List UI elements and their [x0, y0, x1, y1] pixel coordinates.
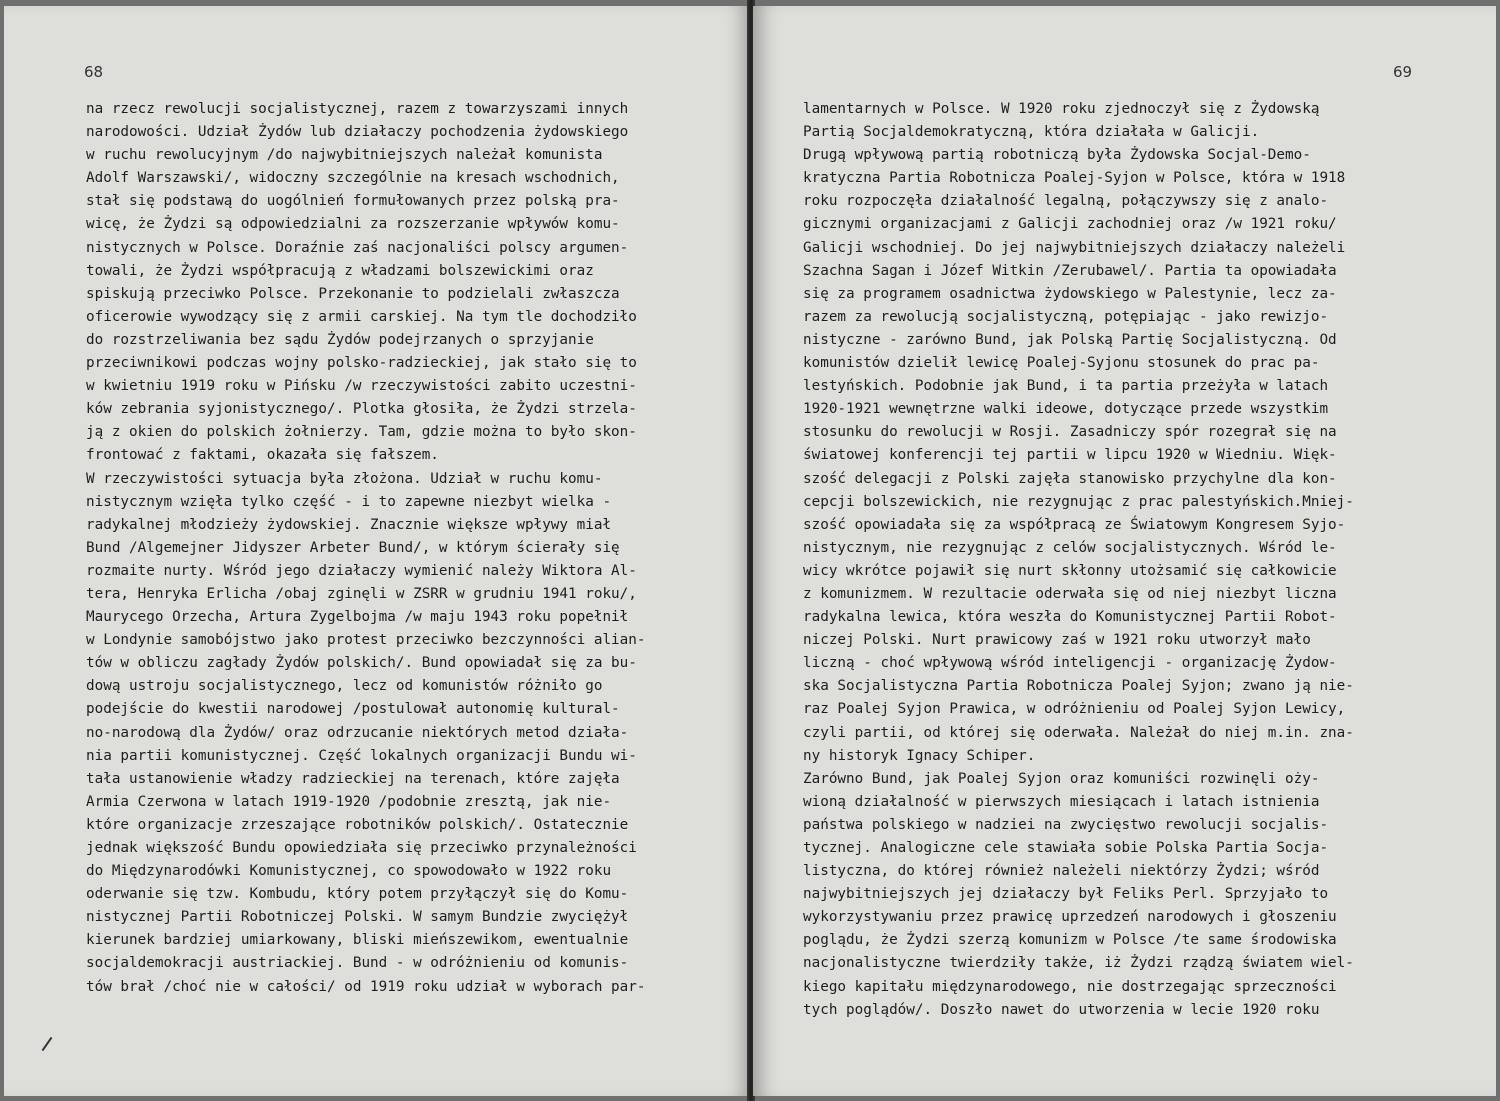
- text-line: na rzecz rewolucji socjalistycznej, razem z towarzyszami innych: [86, 101, 629, 117]
- text-line: Maurycego Orzecha, Artura Zygelbojma /w maju 1943 roku popełnił: [86, 609, 629, 626]
- text-line: oderwanie się tzw. Kombudu, który potem przyłączył się do Komu-: [86, 886, 629, 903]
- text-line: razem za rewolucją socjalistyczną, potępiając - jako rewizjo-: [803, 308, 1329, 325]
- text-line: Armia Czerwona w latach 1919-1920 /podobnie zresztą, jak nie-: [86, 793, 612, 810]
- text-line: roku rozpoczęła działalność legalną, połączywszy się z analo-: [803, 193, 1329, 210]
- text-line: tycznej. Analogiczne cele stawiała sobie Polska Partia Socja-: [803, 840, 1329, 856]
- text-line: narodowości. Udział Żydów lub działaczy pochodzenia żydowskiego: [86, 124, 629, 141]
- text-line: w kwietniu 1919 roku w Pińsku /w rzeczywistości zabito uczestni-: [86, 378, 637, 395]
- text-line: Drugą wpływową partią robotniczą była Żydowska Socjal-Demo-: [803, 147, 1311, 164]
- text-line: oficerowie wywodzący się z armii carskiej. Na tym tle dochodziło: [86, 308, 637, 325]
- text-line: wicy wkrótce pojawił się nurt skłonny utożsamić się całkowicie: [803, 562, 1337, 579]
- text-line: lestyńskich. Podobnie jak Bund, i ta partia przeżyła w latach: [803, 378, 1329, 395]
- text-line: komunistów dzielił lewicę Poalej-Syjonu stosunek do prac pa-: [803, 355, 1320, 372]
- text-line: z komunizmem. W rezultacie oderwała się od niej niezbyt liczna: [803, 585, 1337, 602]
- page-number-right: 69: [1393, 63, 1413, 81]
- text-line: najwybitniejszych jej działaczy był Feliks Perl. Sprzyjało to: [803, 886, 1329, 903]
- text-line: nistycznym, nie rezygnując z celów socjalistycznych. Wśród le-: [803, 539, 1337, 556]
- text-line: raz Poalej Syjon Prawica, w odróżnieniu od Poalej Syjon Lewicy,: [803, 701, 1346, 718]
- text-line: czyli partii, od której się oderwała. Należał do niej m.in. zna-: [803, 724, 1354, 741]
- page-number-left: 68: [84, 63, 104, 81]
- text-line: państwa polskiego w nadziei na zwycięstwo rewolucji socjalis-: [803, 816, 1329, 833]
- text-line: wykorzystywaniu przez prawicę uprzedzeń narodowych i głoszeniu: [803, 909, 1337, 926]
- text-line: do Międzynarodówki Komunistycznej, co spowodowało w 1922 roku: [86, 863, 612, 880]
- text-line: Szachna Sagan i Józef Witkin /Zerubawel/. Partia ta opowiadała: [803, 262, 1337, 279]
- text-line: w ruchu rewolucyjnym /do najwybitniejszych należał komunista: [86, 147, 603, 164]
- text-line: przeciwnikowi podczas wojny polsko-radzieckiej, jak stało się to: [86, 355, 637, 372]
- text-line: kratyczna Partia Robotnicza Poalej-Syjon w Polsce, która w 1918: [803, 170, 1346, 187]
- text-line: stosunku do rewolucji w Rosji. Zasadniczy spór rozegrał się na: [803, 424, 1337, 441]
- text-line: szość opowiadała się za współpracą ze Światowym Kongresem Syjo-: [803, 516, 1346, 533]
- text-line: nistycznym wzięła tylko część - i to zapewne niezbyt wielka -: [86, 493, 612, 510]
- right-page: [753, 6, 1496, 1096]
- text-line: podejście do kwestii narodowej /postulował autonomię kultural-: [86, 701, 620, 718]
- text-line: radykalnej młodzieży żydowskiej. Znacznie większe wpływy miał: [86, 516, 612, 533]
- text-line: szość delegacji z Polski zajęła stanowisko przychylne dla kon-: [803, 470, 1337, 487]
- text-line: tera, Henryka Erlicha /obaj zginęli w ZSRR w grudniu 1941 roku/,: [86, 585, 637, 602]
- text-line: listyczna, do której również należeli niektórzy Żydzi; wśród: [803, 863, 1320, 880]
- text-line: rozmaite nurty. Wśród jego działaczy wymienić należy Wiktora Al-: [86, 562, 637, 579]
- text-line: nistycznych w Polsce. Doraźnie zaś nacjonaliści polscy argumen-: [86, 239, 629, 256]
- text-line: jednak większość Bundu opowiedziała się przeciwko przynależności: [86, 840, 637, 856]
- text-line: nacjonalistyczne twierdziły także, iż Żydzi rządzą światem wiel-: [803, 955, 1354, 972]
- text-line: socjaldemokracji austriackiej. Bund - w odróżnieniu od komunis-: [86, 955, 629, 972]
- text-line: Galicji wschodniej. Do jej najwybitniejszych działaczy należeli: [803, 239, 1346, 256]
- text-line: Partią Socjaldemokratyczną, która działała w Galicji.: [803, 124, 1260, 141]
- text-line: wicę, że Żydzi są odpowiedzialni za rozszerzanie wpływów komu-: [86, 216, 620, 233]
- text-line: radykalna lewica, która weszła do Komunistycznej Partii Robot-: [803, 609, 1337, 626]
- text-line: frontować z faktami, okazała się fałszem.: [86, 447, 439, 464]
- text-line: tała ustanowienie władzy radzieckiej na terenach, które zajęła: [86, 770, 620, 787]
- text-line: poglądu, że Żydzi szerzą komunizm w Polsce /te same środowiska: [803, 932, 1337, 949]
- text-line: no-narodową dla Żydów/ oraz odrzucanie niektórych metod działa-: [86, 724, 629, 741]
- pencil-mark: [42, 1037, 53, 1051]
- text-line: cepcji bolszewickich, nie rezygnując z prac palestyńskich.Mniej-: [803, 493, 1354, 510]
- text-line: dową ustroju socjalistycznego, lecz od komunistów różniło go: [86, 678, 603, 695]
- text-line: światowej konferencji tej partii w lipcu 1920 w Wiedniu. Więk-: [803, 447, 1337, 464]
- text-line: spiskują przeciwko Polsce. Przekonanie to podzielali zwłaszcza: [86, 285, 620, 302]
- text-line: w Londynie samobójstwo jako protest przeciwko bezczynności alian-: [86, 632, 646, 649]
- text-line: 1920-1921 wewnętrzne walki ideowe, dotyczące przede wszystkim: [803, 401, 1329, 418]
- text-line: ją z okien do polskich żołnierzy. Tam, gdzie można to było skon-: [86, 424, 637, 441]
- text-line: które organizacje zrzeszające robotników polskich/. Ostatecznie: [86, 816, 629, 833]
- text-line: ska Socjalistyczna Partia Robotnicza Poalej Syjon; zwano ją nie-: [803, 678, 1354, 695]
- text-line: nistycznej Partii Robotniczej Polski. W samym Bundzie zwyciężył: [86, 909, 629, 926]
- text-line: się za programem osadnictwa żydowskiego w Palestynie, lecz za-: [803, 285, 1337, 302]
- text-line: do rozstrzeliwania bez sądu Żydów podejrzanych o sprzyjanie: [86, 331, 594, 348]
- text-line: lamentarnych w Polsce. W 1920 roku zjednoczył się z Żydowską: [803, 101, 1320, 117]
- text-line: liczną - choć wpływową wśród inteligencji - organizację Żydow-: [803, 655, 1337, 672]
- text-line: niczej Polski. Nurt prawicowy zaś w 1921 roku utworzył mało: [803, 632, 1311, 649]
- text-line: stał się podstawą do uogólnień formułowanych przez polską pra-: [86, 193, 620, 210]
- text-line: nistyczne - zarówno Bund, jak Polską Partię Socjalistyczną. Od: [803, 331, 1337, 348]
- text-line: tów brał /choć nie w całości/ od 1919 roku udział w wyborach par-: [86, 978, 646, 995]
- text-line: ków zebrania syjonistycznego/. Plotka głosiła, że Żydzi strzela-: [86, 401, 637, 418]
- text-line: Adolf Warszawski/, widoczny szczególnie na kresach wschodnich,: [86, 170, 620, 187]
- text-line: Bund /Algemejner Jidyszer Arbeter Bund/, w którym ścierały się: [86, 539, 620, 556]
- left-page: [4, 6, 751, 1096]
- text-line: tych poglądów/. Doszło nawet do utworzenia w lecie 1920 roku: [803, 1001, 1320, 1018]
- text-line: wioną działalność w pierwszych miesiącach i latach istnienia: [803, 793, 1320, 810]
- text-line: gicznymi organizacjami z Galicji zachodniej oraz /w 1921 roku/: [803, 216, 1337, 233]
- text-line: kiego kapitału międzynarodowego, nie dostrzegając sprzeczności: [803, 978, 1337, 995]
- left-page-text: [86, 98, 645, 999]
- text-line: nia partii komunistycznej. Część lokalnych organizacji Bundu wi-: [86, 747, 637, 764]
- text-line: W rzeczywistości sytuacja była złożona. Udział w ruchu komu-: [86, 470, 603, 487]
- text-line: Zarówno Bund, jak Poalej Syjon oraz komuniści rozwinęli oży-: [803, 770, 1320, 787]
- right-page-text: [803, 98, 1354, 1022]
- text-line: towali, że Żydzi współpracują z władzami bolszewickimi oraz: [86, 262, 594, 279]
- text-line: kierunek bardziej umiarkowany, bliski mieńszewikom, ewentualnie: [86, 932, 629, 949]
- text-line: tów w obliczu zagłady Żydów polskich/. Bund opowiadał się za bu-: [86, 655, 637, 672]
- text-line: ny historyk Ignacy Schiper.: [803, 747, 1036, 764]
